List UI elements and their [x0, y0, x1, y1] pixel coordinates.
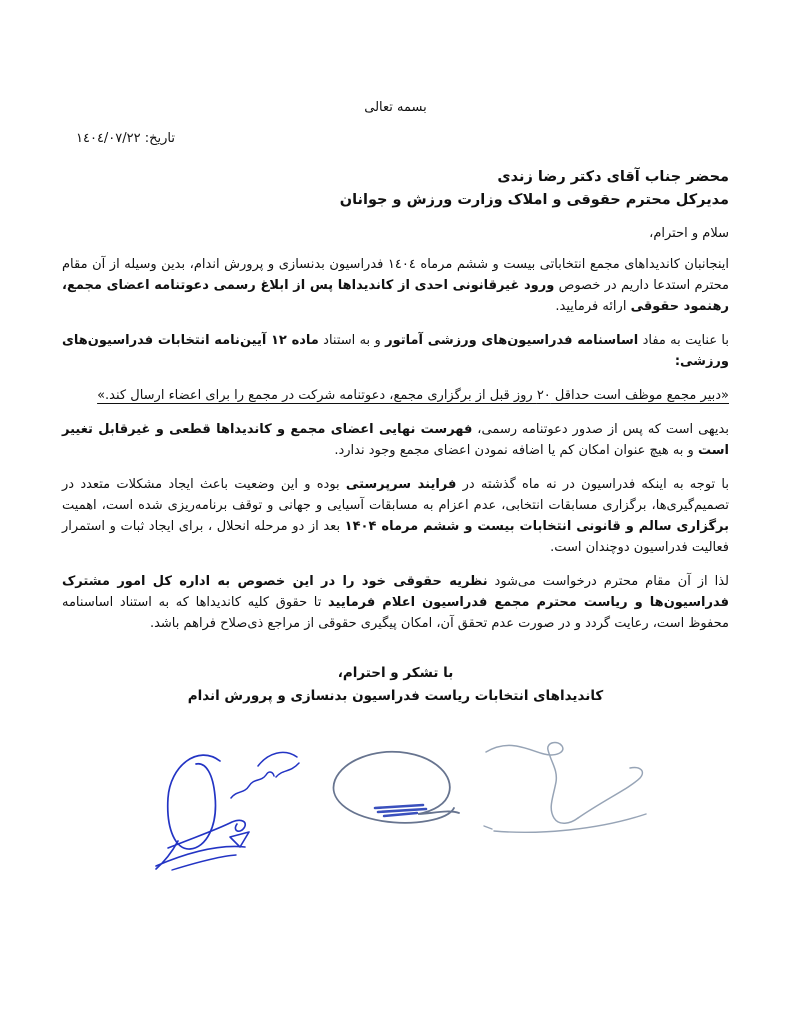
date-line: تاریخ: ١٤٠٤/٠٧/٢٢: [76, 131, 176, 146]
body-paragraph-3: [62, 419, 729, 461]
text-run: ماده ۱۲ آیین‌نامه انتخابات فدراسیون‌های ورزشی:: [62, 333, 729, 369]
body-paragraph-1: [62, 254, 729, 317]
body-paragraph-5: [62, 571, 729, 634]
signatures-block: [118, 736, 663, 891]
closing-signatories-line: کاندیداهای انتخابات ریاست فدراسیون بدنسازی و پرورش اندام: [187, 688, 604, 704]
signature-left: [156, 752, 299, 870]
text-run: با عنایت به مفاد: [638, 333, 729, 348]
besmele-line: بسمه تعالی: [364, 100, 427, 115]
signature-right: [484, 743, 646, 833]
quote-paragraph: [62, 385, 729, 406]
addressee-block: [62, 166, 729, 212]
text-run: اینجانبان کاندیداهای مجمع انتخاباتی بیست و ششم مرماه ١٤٠٤ فدراسیون بدنسازی و پرورش اندام، بدین وسیله از آن مقام محترم استدعا داریم در خصوص: [62, 257, 729, 293]
text-run: لذا از آن مقام محترم درخواست می‌شود: [487, 574, 729, 589]
text-run: فرایند سرپرستی: [345, 477, 457, 492]
text-run: ارائه فرمایید.: [555, 299, 631, 314]
salutation-line: سلام و احترام،: [649, 226, 729, 241]
text-run: نظریه حقوقی خود را در این خصوص به اداره کل امور مشترک فدراسیون‌ها و ریاست محترم مجمع فدراسیون اعلام فرمایید: [62, 574, 729, 610]
signature-middle: [334, 752, 459, 823]
text-run: بوده و این وضعیت باعث ایجاد مشکلات متعدد در تصمیم‌گیری‌ها، برگزاری مسابقات انتخابی، عدم اعزام به مسابقات آسیایی و جهانی و توقف برنامه‌ریزی شده است، اهمیت: [62, 477, 729, 513]
text-run: تا حقوق کلیه کاندیداها که به استناد اساسنامه محفوظ است، رعایت گردد و در صورت عدم تحقق آن، امکان پیگیری حقوقی از مراجع ذی‌صلاح فراهم باشد.: [62, 595, 729, 631]
text-run: ورود غیرقانونی احدی از کاندیداها پس از ابلاغ رسمی دعوتنامه اعضای مجمع، رهنمود حقوقی: [62, 278, 729, 314]
text-run: و به هیچ عنوان امکان کم یا اضافه نمودن اعضای مجمع وجود ندارد.: [334, 443, 698, 458]
text-run: و به استناد: [318, 333, 386, 348]
closing-block: [62, 662, 729, 708]
addressee-title-line: مدیرکل محترم حقوقی و املاک وزارت ورزش و جوانان: [339, 192, 729, 208]
addressee-name-line: محضر جناب آقای دکتر رضا زندی: [497, 169, 729, 185]
text-run: بعد از دو مرحله انحلال ، برای ایجاد ثبات و استمرار فعالیت فدراسیون دوچندان است.: [62, 519, 729, 555]
text-run: اساسنامه فدراسیون‌های ورزشی آماتور: [385, 333, 639, 348]
text-run: با توجه به اینکه فدراسیون در نه ماه گذشته در: [456, 477, 729, 492]
text-run: فهرست نهایی اعضای مجمع و کاندیداها قطعی و غیرقابل تغییر است: [62, 422, 729, 458]
text-run: برگزاری سالم و قانونی انتخابات بیست و ششم مرماه ۱۴۰۴: [344, 519, 729, 534]
text-run: «دبیر مجمع موظف است حداقل ۲۰ روز قبل از برگزاری مجمع، دعوتنامه شرکت در مجمع را برای اعضاء ارسال کند.»: [97, 388, 729, 403]
signatures-svg: [118, 736, 663, 891]
text-run: بدیهی است که پس از صدور دعوتنامه رسمی،: [472, 422, 729, 437]
closing-thanks-line: با تشکر و احترام،: [337, 665, 454, 681]
body-paragraph-4: [62, 474, 729, 558]
body-paragraph-2: [62, 330, 729, 372]
